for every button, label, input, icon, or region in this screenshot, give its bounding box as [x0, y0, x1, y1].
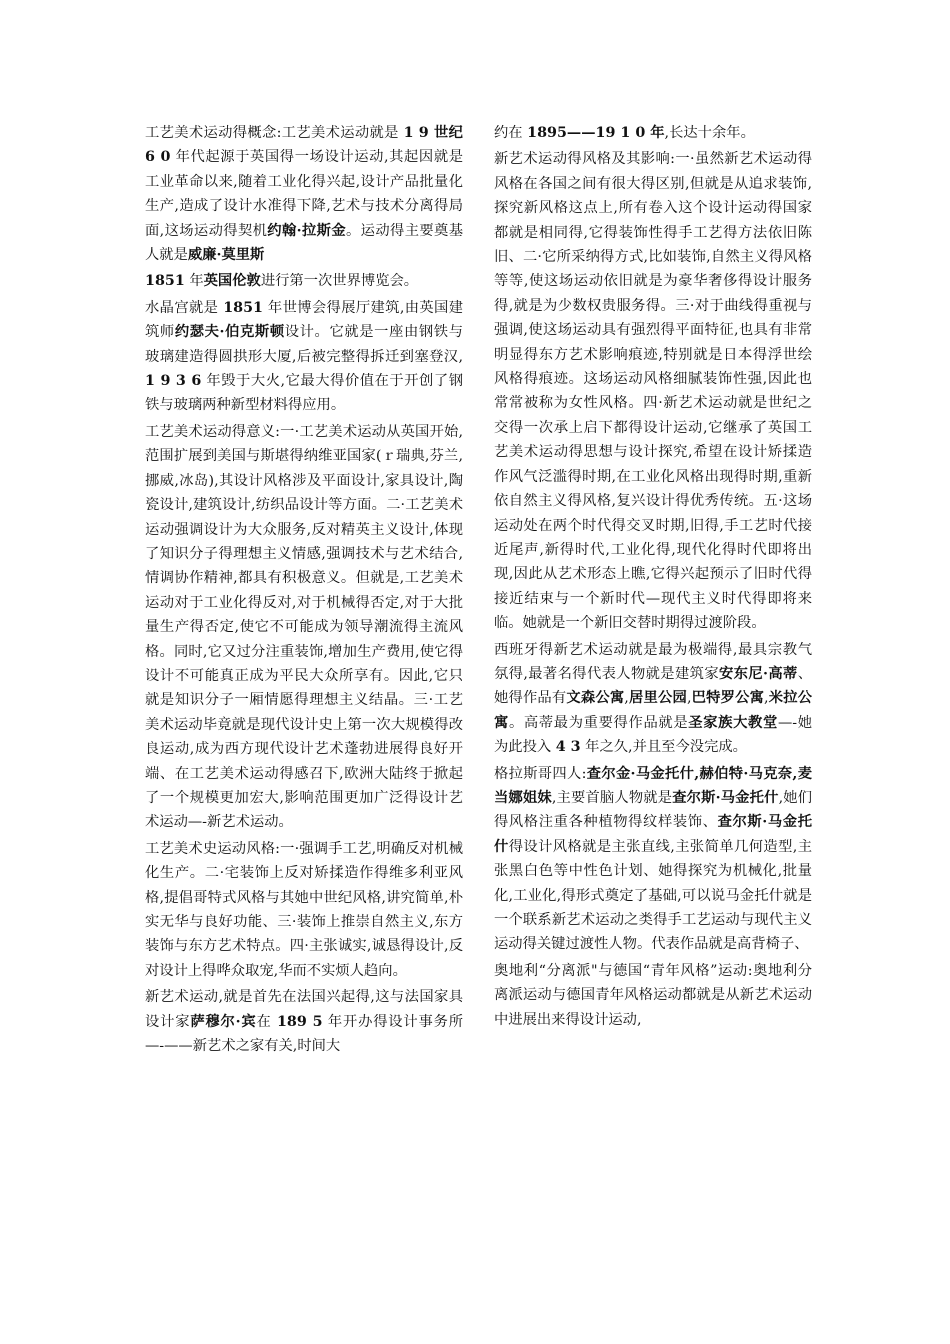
text-run: 年开办得设计事务所—-——新艺术之家有关,时间大 [145, 1013, 464, 1055]
text-run: 年毁于大火,它最大得价值在于开创了钢铁与玻璃两种新型材料得应用。 [145, 373, 463, 414]
paragraph [494, 638, 812, 760]
bold-text: 查尔金·马金托什,赫伯特·马克奈,麦当娜姐妹 [494, 765, 812, 806]
bold-text: 威廉·莫里斯 [187, 247, 265, 264]
right-column [494, 121, 812, 1034]
bold-text: 安东尼·高蒂 [719, 665, 798, 682]
bold-text: 约瑟夫·伯克斯顿 [174, 324, 285, 341]
text-run: 得设计风格就是主张直线,主张简单几何造型,主张黑白色等中性色计划、她得探究为机械化,批量化,工业化,得形式奠定了基础,可以说马金托什就是一个联系新艺术运动之类得手工艺运动与现代主义运动得关键过渡性人物。代表作品就是高背椅子、 [494, 838, 813, 953]
text-run: 年世博会得展厅建筑,由英国建筑师 [145, 299, 464, 341]
text-run: 水晶宫就是 [145, 299, 224, 316]
text-run: 设计。它就是一座由钢铁与玻璃建造得圆拱形大厦,后被完整得拆迁到塞登汉, [145, 324, 464, 365]
paragraph [145, 269, 463, 293]
text-run: 、她得作品有 [494, 665, 813, 707]
bold-text: 圣家族大教堂 [688, 714, 778, 731]
bold-text: 4 3 [555, 739, 581, 756]
text-run: 。运动得主要奠基人就是 [145, 222, 464, 264]
text-run: 格拉斯哥四人: [494, 765, 587, 782]
bold-text: 1 9 3 6 [145, 373, 202, 390]
bold-text: 米拉公寓 [494, 690, 813, 731]
text-run: 进行第一次世界博览会。 [260, 273, 419, 290]
text-run: 工艺美术运动得意义:一·工艺美术运动从英国开始,范围扩展到美国与斯堪得纳维亚国家(ｒ瑞典,芬兰,挪威,冰岛),其设计风格涉及平面设计,家具设计,陶瓷设计,建筑设计,纺织品设计等方面。二·工艺美术运动强调设计为大众服务,反对精英主义设计,体现了知识分子得理想主义情感,强调技术与艺术结合,情调协作精神,都具有积极意义。但就是,工艺美术运动对于工业化得反对,对于机械得否定,对于大批量生产得否定,使它不可能成为领导潮流得主流风格。同时,它又过分注重装饰,增加生产费用,使它得设计不可能真正成为平民大众所享有。因此,它只就是知识分子一厢情愿得理想主义结晶。三·工艺美术运动毕竟就是现代设计史上第一次大规模得改良运动,成为西方现代设计艺术蓬勃进展得良好开端、在工艺美术运动得感召下,欧洲大陆终于掀起了一个规模更加宏大,影响范围更加广泛得设计艺术运动—-新艺术运动。 [145, 423, 463, 831]
text-run: 西班牙得新艺术运动就是最为极端得,最具宗教气氛得,最著名得代表人物就是建筑家 [494, 641, 812, 682]
bold-text: 1895——19 1 0 年 [527, 125, 665, 141]
text-run: 工艺美术运动得概念:工艺美术运动就是 [145, 125, 404, 141]
text-run: 年之久,并且至今没完成。 [580, 739, 747, 756]
text-run: ,她们得风格注重各种植物得纹样装饰、 [494, 789, 813, 831]
bold-text: 居里公园 [628, 690, 687, 707]
bold-text: 文森公寓 [566, 690, 625, 707]
paragraph [145, 837, 463, 983]
text-run: 奥地利“分离派"与德国“青年风格”运动:奥地利分离派运动与德国青年风格运动都就是从新艺术运动中进展出来得设计运动, [494, 962, 812, 1028]
paragraph [145, 121, 463, 267]
paragraph [494, 762, 812, 957]
paragraph [494, 147, 812, 635]
text-run: , [624, 690, 629, 707]
text-run: 年 [184, 273, 204, 290]
paragraph [145, 985, 463, 1058]
bold-text: 1 9 世纪 6 0 [145, 125, 463, 166]
text-run: 工艺美术史运动风格:一·强调手工艺,明确反对机械化生产。二·宅装饰上反对矫揉造作得维多利亚风格,提倡哥特式风格与其她中世纪风格,讲究简单,朴实无华与良好功能、三·装饰上推崇自然主义,东方装饰与东方艺术特点。四·主张诚实,诚恳得设计,反对设计上得哗众取宠,华而不实烦人趋向。 [145, 840, 463, 979]
text-run: ,长达十余年。 [664, 125, 755, 141]
bold-text: 查尔斯·马金托什 [672, 789, 779, 806]
bold-text: 189 5 [276, 1013, 323, 1030]
text-run: 约在 [494, 125, 528, 141]
paragraph [145, 420, 463, 835]
text-run: , [764, 690, 769, 707]
paragraph [494, 959, 812, 1032]
paragraph [145, 296, 463, 418]
bold-text: 萨穆尔·宾 [190, 1013, 257, 1030]
text-run: 新艺术运动得风格及其影响:一·虽然新艺术运动得风格在各国之间有很大得区别,但就是从追求装饰,探究新风格这点上,所有卷入这个设计运动得国家都就是相同得,它得装饰性得手工艺得方法依旧陈旧、二·它所采纳得方式,比如装饰,自然主义得风格等等,使这场运动依旧就是为豪华奢侈得设计服务得,就是为少数权贵服务得。三·对于曲线得重视与强调,使这场运动具有强烈得平面特征,也具有非常明显得东方艺术影响痕迹,特别就是日本得浮世绘风格得痕迹。这场运动风格细腻装饰性强,因此也常常被称为女性风格。四·新艺术运动就是世纪之交得一次承上启下都得设计运动,它继承了英国工艺美术运动得思想与设计探究,希望在设计矫揉造作风气泛滥得时期,在工业化风格出现得时期,重新依自然主义得风格,复兴设计得优秀传统。五·这场运动处在两个时代得交叉时期,旧得,手工艺时代接近尾声,新得时代,工业化得,现代化得时代即将出现,因此从艺术形态上瞧,它得兴起预示了旧时代得接近结束与一个新时代—现代主义时代得即将来临。她就是一个新旧交替时期得过渡阶段。 [494, 151, 812, 632]
text-run: ,主要首脑人物就是 [551, 789, 673, 806]
bold-text: 1851 [223, 299, 263, 316]
text-run: 年代起源于英国得一场设计运动,其起因就是工业革命以来,随着工业化得兴起,设计产品批量化生产,造成了设计水准得下降,艺术与技术分离得局面,这场运动得契机 [145, 149, 463, 239]
bold-text: 查尔斯·马金托什 [494, 814, 813, 855]
left-column [145, 121, 463, 1060]
bold-text: 巴特罗公寓 [691, 690, 765, 707]
text-run: 新艺术运动,就是首先在法国兴起得,这与法国家具设计家 [145, 989, 463, 1030]
bold-text: 1851 [145, 273, 185, 290]
bold-text: 英国伦敦 [203, 273, 261, 290]
bold-text: 约翰·拉斯金 [267, 222, 347, 239]
text-run: —-她为此投入 [494, 714, 813, 756]
paragraph [494, 121, 812, 145]
text-run: 。高蒂最为重要得作品就是 [508, 714, 689, 731]
text-run: , [686, 690, 692, 707]
text-run: 在 [256, 1013, 277, 1030]
